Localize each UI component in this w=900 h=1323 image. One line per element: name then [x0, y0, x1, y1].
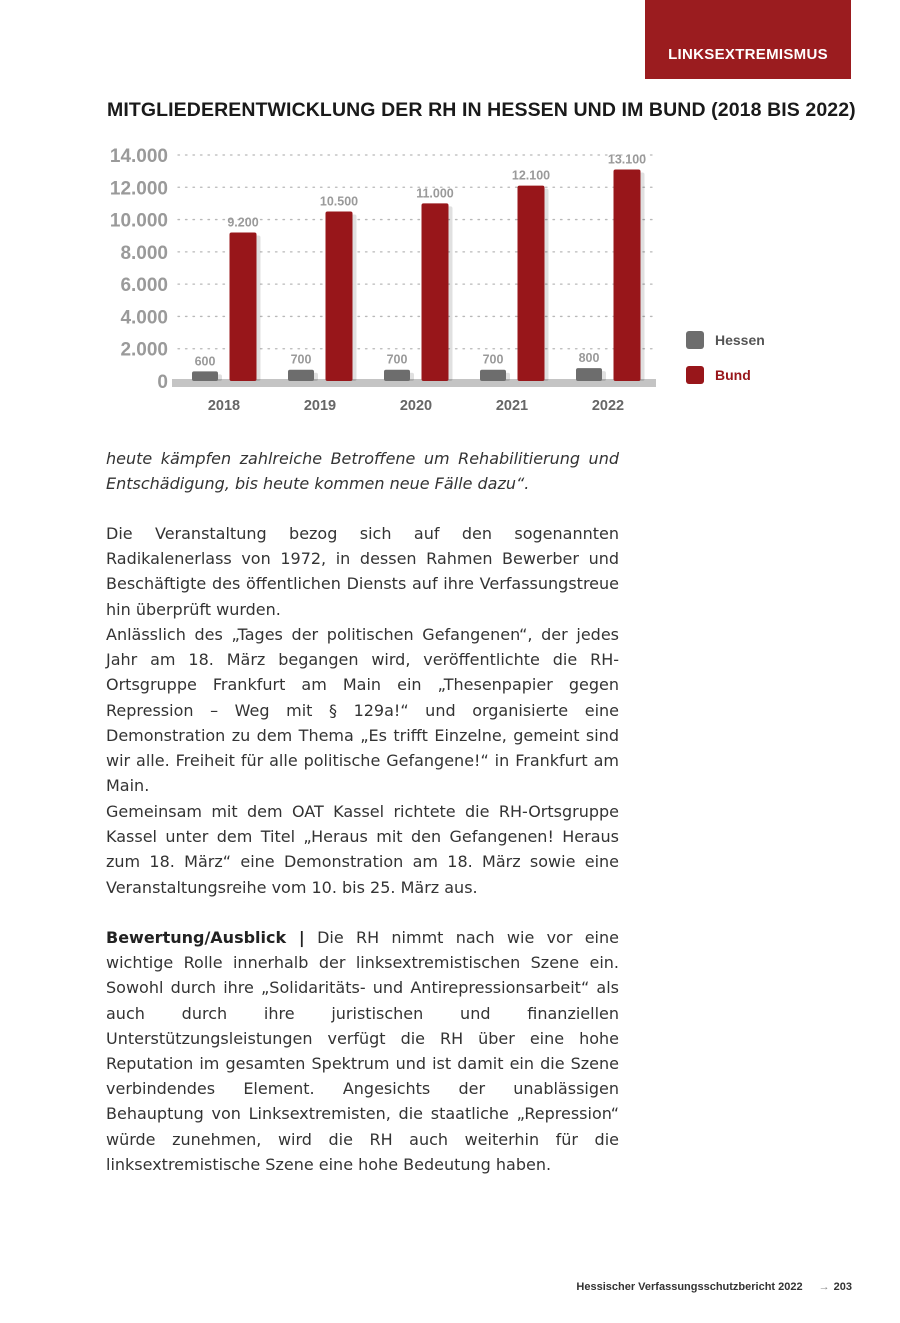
bar-bund-2018	[230, 232, 257, 381]
data-label: 700	[290, 352, 312, 367]
legend-label-hessen: Hessen	[715, 332, 765, 348]
y-tick-label: 12.000	[109, 178, 168, 200]
legend-swatch-hessen	[686, 331, 704, 349]
y-tick-label: 14.000	[109, 146, 168, 167]
y-tick-label: 6.000	[120, 275, 168, 297]
y-tick-label: 0	[157, 372, 168, 393]
data-label: 600	[194, 354, 216, 369]
paragraph-quote-end: heute kämpfen zahlreiche Betroffene um Rehabilitierung und Entschädigung, bis heute kommen neue Fälle dazu“.	[106, 449, 619, 494]
paragraph-kassel: Gemeinsam mit dem OAT Kassel richtete die RH-Ortsgruppe Kassel unter dem Titel „Heraus mit den Gefangenen! Heraus zum 18. März“ eine Demonstration am 18. März sowie eine Veranstaltungsreihe vom 10. bis 25. März aus.	[106, 802, 619, 897]
bar-chart	[0, 0, 900, 430]
data-label: 700	[386, 352, 408, 367]
bar-hessen-2018	[192, 371, 218, 381]
data-label: 13.100	[607, 152, 647, 167]
data-label: 11.000	[416, 186, 454, 201]
bar-hessen-2020	[384, 370, 410, 381]
legend-label-bund: Bund	[715, 367, 751, 383]
x-tick-label: 2022	[591, 398, 625, 414]
bar-bund-2020	[422, 203, 449, 381]
footer-publication: Hessischer Verfassungsschutzbericht 2022	[576, 1281, 803, 1293]
paragraph-bewertung	[106, 925, 619, 1177]
section-tab-label: LINKSEXTREMISMUS	[668, 46, 828, 63]
arrow-right-icon: →	[818, 1281, 830, 1293]
chart-title: MITGLIEDERENTWICKLUNG DER RH IN HESSEN UND IM BUND (2018 BIS 2022)	[107, 99, 856, 121]
data-label: 10.500	[319, 194, 359, 209]
bar-bund-2022	[614, 170, 641, 381]
y-tick-label: 2.000	[120, 339, 168, 361]
data-label: 12.100	[511, 168, 551, 183]
data-label: 700	[482, 352, 504, 367]
bar-hessen-2019	[288, 370, 314, 381]
x-tick-label: 2020	[399, 398, 433, 414]
paragraph-tag-der-gefangenen: Anlässlich des „Tages der politischen Gefangenen“, der jedes Jahr am 18. März begangen wird, veröffentlichte die RH-Ortsgruppe Frankfurt am Main ein „Thesenpapier gegen Repression – Weg mit § 129a!“ und organisierte eine Demonstration zu dem Thema „Es trifft Einzelne, gemeint sind wir alle. Freiheit für alle politische Gefangene!“ in Frankfurt am Main.	[106, 625, 619, 796]
bewertung-text: Die RH nimmt nach wie vor eine wichtige Rolle innerhalb der linksextremistischen Szene ein. Sowohl durch ihre „Solidaritäts- und Antirepressionsarbeit“ als auch durch ihre juristischen und finanziellen Unterstützungsleistungen verfügt die RH über eine hohe Reputation im gesamten Spektrum und ist damit ein die Szene verbindendes Element. Angesichts der unablässigen Behauptung von Linksextremisten, die staatliche „Repression“ würde zunehmen, wird die RH auch weiterhin für die linksextremistische Szene eine hohe Bedeutung haben.	[106, 928, 619, 1174]
y-tick-label: 10.000	[109, 210, 168, 232]
bar-bund-2021	[518, 186, 545, 381]
data-label: 800	[578, 351, 600, 366]
x-tick-label: 2019	[303, 398, 337, 414]
x-tick-label: 2018	[207, 398, 241, 414]
page-footer	[576, 1281, 852, 1293]
paragraph-radikalenerlass: Die Veranstaltung bezog sich auf den sogenannten Radikalenerlass von 1972, in dessen Rahmen Bewerber und Beschäftigte des öffentlichen Diensts auf ihre Verfassungstreue hin überprüft wurden.	[106, 524, 619, 619]
x-tick-label: 2021	[495, 398, 529, 414]
y-tick-label: 8.000	[120, 242, 168, 264]
y-tick-label: 4.000	[120, 307, 168, 329]
bewertung-lead: Bewertung/Ausblick |	[106, 928, 305, 947]
data-label: 9.200	[227, 215, 259, 230]
legend-swatch-bund	[686, 366, 704, 384]
page-number: 203	[833, 1281, 852, 1293]
bar-bund-2019	[326, 212, 353, 382]
bar-hessen-2022	[576, 368, 602, 381]
bar-hessen-2021	[480, 370, 506, 381]
